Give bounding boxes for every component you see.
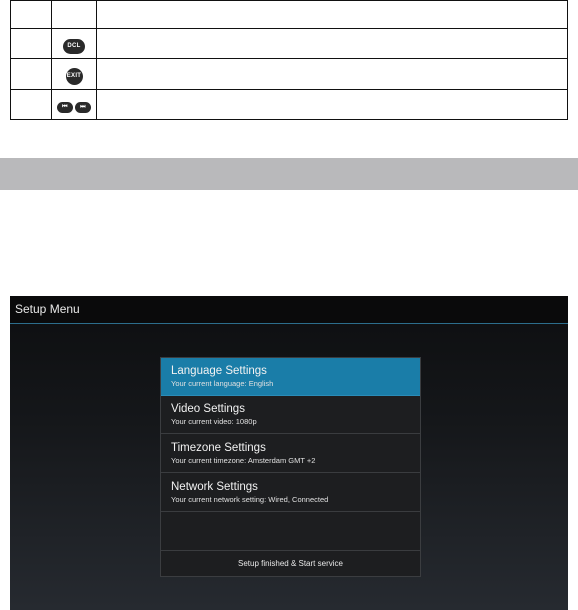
section-band	[0, 158, 578, 190]
table-cell	[11, 1, 52, 29]
key-description	[97, 59, 568, 89]
table-row	[11, 89, 568, 119]
dcl-button-icon: DCL	[63, 39, 85, 54]
key-description	[97, 89, 568, 119]
table-row	[11, 59, 568, 89]
title-bar	[10, 296, 568, 324]
previous-icon: ⏮	[57, 102, 73, 113]
screen-title: Setup Menu	[15, 302, 80, 316]
next-icon: ⏭	[75, 102, 91, 113]
item-title: Language Settings	[171, 365, 267, 377]
item-subtitle: Your current timezone: Amsterdam GMT +2	[171, 456, 316, 465]
setup-screen	[10, 296, 568, 610]
table-cell	[11, 89, 52, 119]
language-settings-item[interactable]	[161, 358, 420, 396]
item-title: Video Settings	[171, 403, 245, 415]
video-settings-item[interactable]	[161, 396, 420, 434]
item-subtitle: Your current network setting: Wired, Connected	[171, 495, 329, 504]
key-description	[97, 29, 568, 59]
table-cell	[11, 59, 52, 89]
footer-label: Setup finished & Start service	[238, 559, 343, 568]
table-cell	[11, 29, 52, 59]
timezone-settings-item[interactable]	[161, 435, 420, 473]
setup-finished-button[interactable]	[161, 550, 420, 576]
table-cell	[52, 1, 97, 29]
table-row	[11, 1, 568, 29]
item-title: Timezone Settings	[171, 442, 266, 454]
table-cell	[52, 59, 97, 89]
table-cell	[97, 1, 568, 29]
exit-button-icon: EXIT	[66, 68, 83, 85]
table-row	[11, 29, 568, 59]
settings-menu	[160, 357, 421, 577]
item-subtitle: Your current language: English	[171, 379, 274, 388]
item-subtitle: Your current video: 1080p	[171, 417, 257, 426]
table-cell	[52, 89, 97, 119]
network-settings-item[interactable]	[161, 474, 420, 512]
remote-key-table	[10, 0, 568, 120]
item-title: Network Settings	[171, 481, 258, 493]
table-cell	[52, 29, 97, 59]
